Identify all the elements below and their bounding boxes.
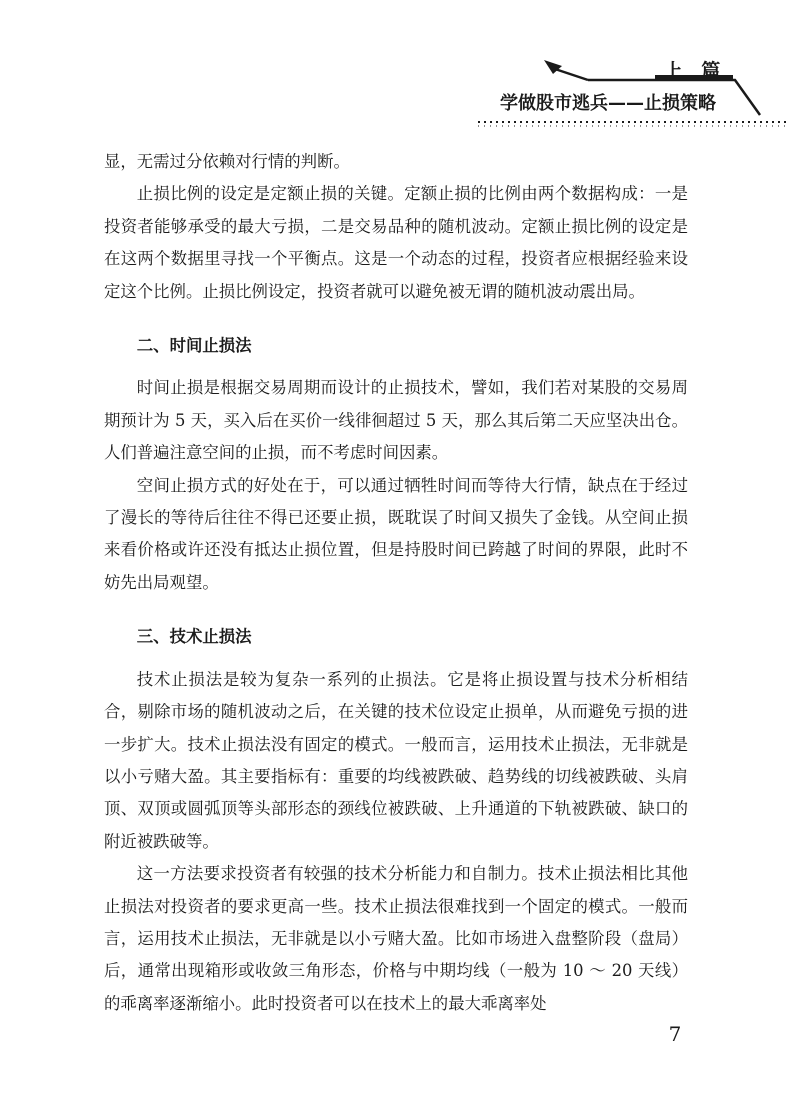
page-number: 7 — [668, 1022, 682, 1046]
paragraph: 空间止损方式的好处在于，可以通过牺牲时间而等待大行情，缺点在于经过了漫长的等待后往往不得已还要止损，既耽误了时间又损失了金钱。从空间止损来看价格或许还没有抵达止损位置，但是持股时间已跨越了时间的界限，此时不妨先出局观望。 — [104, 475, 688, 592]
paragraph: 时间止损是根据交易周期而设计的止损技术，譬如，我们若对某股的交易周期预计为 5 天，买入后在买价一线徘徊超过 5 天，那么其后第二天应坚决出仓。人们普遍注意空间的止损，而不考虑时间因素。 — [104, 378, 688, 463]
paragraph-continuation: 显，无需过分依赖对行情的判断。 — [104, 152, 350, 171]
section-heading-time-stop: 二、时间止损法 — [136, 336, 252, 356]
part-label: 上 篇 — [663, 60, 727, 82]
section-heading-technical-stop: 三、技术止损法 — [136, 627, 252, 647]
paragraph: 技术止损法是较为复杂一系列的止损法。它是将止损设置与技术分析相结合，剔除市场的随机波动之后，在关键的技术位设定止损单，从而避免亏损的进一步扩大。技术止损法没有固定的模式。一般而言，运用技术止损法，无非就是以小亏赌大盈。其主要指标有：重要的均线被跌破、趋势线的切线被跌破、头肩顶、双顶或圆弧顶等头部形态的颈线位被跌破、上升通道的下轨被跌破、缺口的附近被跌破等。 — [104, 669, 688, 851]
arrow-shaft — [555, 69, 588, 80]
paragraph: 这一方法要求投资者有较强的技术分析能力和自制力。技术止损法相比其他止损法对投资者的要求更高一些。技术止损法很难找到一个固定的模式。一般而言，运用技术止损法，无非就是以小亏赌大盈。比如市场进入盘整阶段（盘局）后，通常出现箱形或收敛三角形态，价格与中期均线（一般为 10 ～ 20 天线）的乖离率逐渐缩小。此时投资者可以在技术上的最大乖离率处 — [104, 864, 688, 1013]
arrow-head-icon — [544, 60, 562, 74]
body-text — [104, 146, 688, 1020]
running-header — [0, 0, 790, 140]
book-title: 学做股市逃兵——止损策略 — [500, 93, 716, 114]
paragraph: 止损比例的设定是定额止损的关键。定额止损的比例由两个数据构成：一是投资者能够承受的最大亏损，二是交易品种的随机波动。定额止损比例的设定是在这两个数据里寻找一个平衡点。这是一个动态的过程，投资者应根据经验来设定这个比例。止损比例设定，投资者就可以避免被无谓的随机波动震出局。 — [104, 184, 688, 301]
